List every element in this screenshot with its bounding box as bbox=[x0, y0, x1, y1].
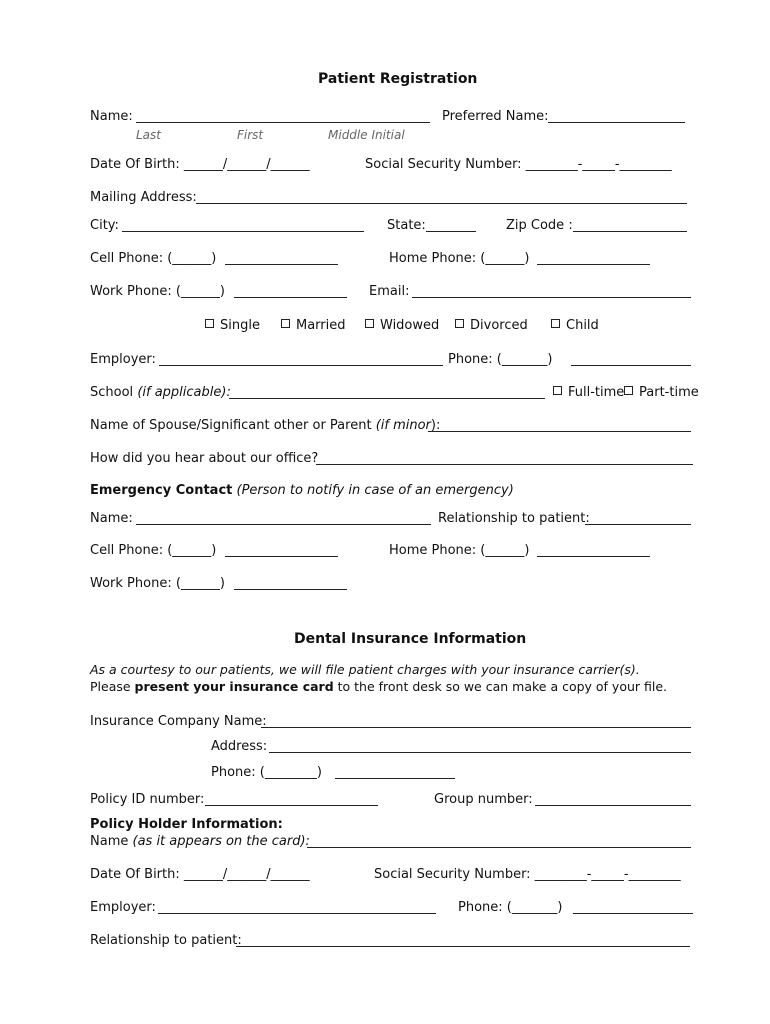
employer-phone-field[interactable] bbox=[571, 365, 691, 366]
checkbox-single[interactable] bbox=[205, 318, 260, 334]
checkbox-married[interactable] bbox=[281, 318, 346, 334]
holder-ssn-field[interactable]: Social Security Number: ________-_____-________ bbox=[374, 867, 681, 882]
home-phone-field[interactable] bbox=[537, 264, 650, 265]
school-field[interactable] bbox=[229, 398, 545, 399]
option-label: Part-time bbox=[639, 385, 699, 400]
mailing-address-field[interactable] bbox=[196, 203, 687, 204]
zip-label: Zip Code : bbox=[506, 218, 573, 233]
state-label: State: bbox=[387, 218, 426, 233]
emergency-relationship-field[interactable] bbox=[585, 524, 691, 525]
dob-field[interactable]: Date Of Birth: ______/______/______ bbox=[90, 157, 310, 172]
option-label: Divorced bbox=[470, 318, 528, 333]
mailing-address-label: Mailing Address: bbox=[90, 190, 197, 205]
emergency-home-label: Home Phone: (______) bbox=[389, 543, 530, 558]
school-label bbox=[90, 385, 231, 401]
insurance-phone-label: Phone: (________) bbox=[211, 765, 322, 780]
city-label: City: bbox=[90, 218, 119, 233]
checkbox-icon[interactable] bbox=[553, 386, 562, 395]
emergency-title: Emergency Contact bbox=[90, 483, 233, 498]
referral-label: How did you hear about our office? bbox=[90, 451, 319, 466]
holder-relationship-field[interactable] bbox=[236, 946, 690, 947]
emergency-relationship-label: Relationship to patient: bbox=[438, 511, 590, 526]
form-title: Patient Registration bbox=[318, 71, 478, 87]
spouse-label bbox=[90, 418, 440, 434]
group-number-field[interactable] bbox=[535, 805, 691, 806]
please-text-bold: present your insurance card bbox=[134, 679, 334, 694]
zip-field[interactable] bbox=[573, 231, 687, 232]
policy-holder-heading: Policy Holder Information: bbox=[90, 817, 283, 832]
school-label-text: School bbox=[90, 385, 134, 400]
cell-phone-field[interactable] bbox=[225, 264, 338, 265]
holder-name-label bbox=[90, 834, 310, 850]
work-phone-label: Work Phone: (______) bbox=[90, 284, 225, 299]
emergency-name-field[interactable] bbox=[136, 524, 431, 525]
checkbox-icon[interactable] bbox=[365, 319, 374, 328]
name-label: Name: bbox=[90, 109, 133, 124]
checkbox-icon[interactable] bbox=[455, 319, 464, 328]
ssn-field[interactable]: Social Security Number: ________-_____-________ bbox=[365, 157, 672, 172]
insurance-address-label: Address: bbox=[211, 739, 268, 754]
emergency-name-label: Name: bbox=[90, 511, 133, 526]
holder-dob-field[interactable]: Date Of Birth: ______/______/______ bbox=[90, 867, 310, 882]
checkbox-part-time[interactable] bbox=[624, 385, 699, 401]
please-text-a: Please bbox=[90, 679, 135, 694]
group-number-label: Group number: bbox=[434, 792, 533, 807]
preferred-name-field[interactable] bbox=[548, 122, 685, 123]
checkbox-widowed[interactable] bbox=[365, 318, 439, 334]
employer-label: Employer: bbox=[90, 352, 156, 367]
spouse-note: (if minor bbox=[375, 418, 431, 433]
holder-phone-label: Phone: (_______) bbox=[458, 900, 563, 915]
checkbox-icon[interactable] bbox=[281, 319, 290, 328]
holder-name-field[interactable] bbox=[307, 847, 691, 848]
emergency-cell-label: Cell Phone: (______) bbox=[90, 543, 217, 558]
work-phone-field[interactable] bbox=[234, 297, 347, 298]
employer-field[interactable] bbox=[159, 365, 443, 366]
school-note: (if applicable): bbox=[137, 385, 231, 400]
insurance-address-field[interactable] bbox=[269, 752, 691, 753]
emergency-heading bbox=[90, 483, 514, 499]
checkbox-icon[interactable] bbox=[551, 319, 560, 328]
holder-name-text: Name bbox=[90, 834, 129, 849]
holder-employer-label: Employer: bbox=[90, 900, 156, 915]
checkbox-icon[interactable] bbox=[624, 386, 633, 395]
option-label: Full-time bbox=[568, 385, 625, 400]
holder-relationship-label: Relationship to patient: bbox=[90, 933, 242, 948]
state-field[interactable] bbox=[426, 231, 476, 232]
referral-field[interactable] bbox=[316, 464, 693, 465]
please-text bbox=[90, 679, 667, 695]
name-sub-middle: Middle Initial bbox=[328, 128, 405, 142]
option-label: Widowed bbox=[380, 318, 440, 333]
city-field[interactable] bbox=[122, 231, 364, 232]
option-label: Married bbox=[296, 318, 346, 333]
checkbox-icon[interactable] bbox=[205, 319, 214, 328]
emergency-work-label: Work Phone: (______) bbox=[90, 576, 225, 591]
emergency-cell-field[interactable] bbox=[225, 556, 338, 557]
checkbox-divorced[interactable] bbox=[455, 318, 528, 334]
spouse-label-a: Name of Spouse/Significant other or Parent bbox=[90, 418, 372, 433]
policy-id-field[interactable] bbox=[205, 805, 378, 806]
courtesy-text: As a courtesy to our patients, we will file patient charges with your insurance carrier(s). bbox=[90, 662, 640, 677]
insurance-company-field[interactable] bbox=[261, 727, 691, 728]
emergency-home-field[interactable] bbox=[537, 556, 650, 557]
home-phone-label: Home Phone: (______) bbox=[389, 251, 530, 266]
insurance-heading: Dental Insurance Information bbox=[294, 631, 527, 647]
spouse-field[interactable] bbox=[428, 431, 691, 432]
emergency-work-field[interactable] bbox=[234, 589, 347, 590]
please-text-c: to the front desk so we can make a copy of your file. bbox=[333, 679, 668, 694]
employer-phone-label: Phone: (_______) bbox=[448, 352, 553, 367]
insurance-phone-field[interactable] bbox=[335, 778, 455, 779]
holder-phone-field[interactable] bbox=[573, 913, 693, 914]
checkbox-full-time[interactable] bbox=[553, 385, 624, 401]
spouse-label-b: ): bbox=[430, 418, 441, 433]
email-field[interactable] bbox=[412, 297, 691, 298]
option-label: Single bbox=[220, 318, 260, 333]
checkbox-child[interactable] bbox=[551, 318, 599, 334]
cell-phone-label: Cell Phone: (______) bbox=[90, 251, 217, 266]
emergency-note: (Person to notify in case of an emergency) bbox=[236, 483, 514, 498]
holder-employer-field[interactable] bbox=[158, 913, 436, 914]
option-label: Child bbox=[566, 318, 599, 333]
holder-name-note: (as it appears on the card): bbox=[132, 834, 310, 849]
policy-id-label: Policy ID number: bbox=[90, 792, 205, 807]
preferred-name-label: Preferred Name: bbox=[442, 109, 549, 124]
name-field[interactable] bbox=[136, 122, 430, 123]
name-sub-last: Last bbox=[136, 128, 161, 142]
name-sub-first: First bbox=[237, 128, 264, 142]
email-label: Email: bbox=[369, 284, 410, 299]
insurance-company-label: Insurance Company Name: bbox=[90, 714, 267, 729]
